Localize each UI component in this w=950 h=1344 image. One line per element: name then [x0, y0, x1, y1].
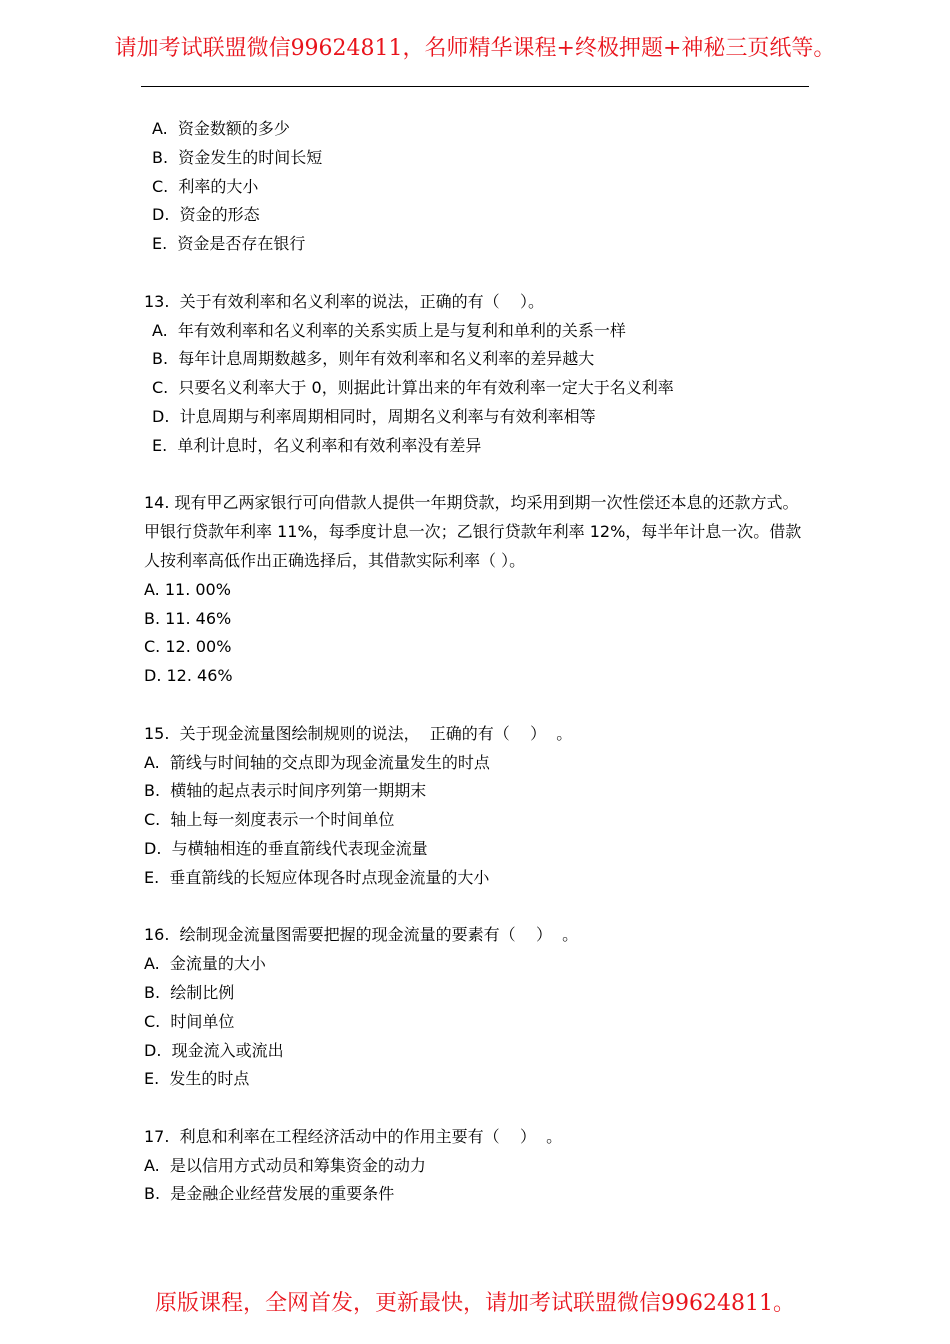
- question-17: [144, 1123, 812, 1209]
- option-d: D. 计息周期与利率周期相同时，周期名义利率与有效利率相等: [152, 406, 596, 426]
- question-stem: 16. 绘制现金流量图需要把握的现金流量的要素有（ ） 。: [144, 925, 579, 945]
- option-b: B. 绘制比例: [144, 982, 235, 1002]
- option-c: C. 时间单位: [144, 1011, 235, 1031]
- footer-promo-banner: 原版课程，全网首发，更新最快，请加考试联盟微信99624811。: [155, 1291, 795, 1316]
- option-b: B. 每年计息周期数越多，则年有效利率和名义利率的差异越大: [152, 349, 595, 369]
- option-e: E. 发生的时点: [144, 1069, 250, 1089]
- option-b: B. 横轴的起点表示时间序列第一期期末: [144, 781, 427, 801]
- option-d: D. 12. 46%: [144, 666, 233, 686]
- option-b: B. 资金发生的时间长短: [152, 147, 323, 167]
- option-c: C. 只要名义利率大于 0，则据此计算出来的年有效利率一定大于名义利率: [152, 378, 674, 398]
- question-13: [144, 288, 812, 461]
- exam-page-body: [144, 115, 812, 1209]
- question-stem: 15. 关于现金流量图绘制规则的说法， 正确的有（ ） 。: [144, 723, 573, 743]
- option-a: A. 箭线与时间轴的交点即为现金流量发生的时点: [144, 752, 490, 772]
- question-15: [144, 720, 812, 893]
- option-c: C. 利率的大小: [152, 176, 259, 196]
- option-d: D. 现金流入或流出: [144, 1040, 284, 1060]
- option-a: A. 资金数额的多少: [152, 119, 290, 138]
- header-divider: [141, 86, 809, 87]
- question-stem: 14. 现有甲乙两家银行可向借款人提供一年期贷款，均采用到期一次性偿还本息的还款方式。甲银行贷款年利率 11%，每季度计息一次；乙银行贷款年利率 12%，每半年计息一次。借款人按利率高低作出正确选择后，其借款实际利率（ ）。: [144, 493, 802, 570]
- question-stem: 13. 关于有效利率和名义利率的说法，正确的有（ ）。: [144, 291, 544, 311]
- option-a: A. 是以信用方式动员和筹集资金的动力: [144, 1155, 426, 1175]
- header-promo-banner: 请加考试联盟微信99624811，名师精华课程+终极押题+神秘三页纸等。: [114, 36, 836, 61]
- option-a: A. 11. 00%: [144, 579, 231, 599]
- option-c: C. 12. 00%: [144, 637, 232, 657]
- option-b: B. 是金融企业经营发展的重要条件: [144, 1184, 395, 1204]
- option-e: E. 资金是否存在银行: [152, 234, 306, 254]
- option-e: E. 垂直箭线的长短应体现各时点现金流量的大小: [144, 867, 490, 887]
- option-d: D. 与横轴相连的垂直箭线代表现金流量: [144, 838, 428, 858]
- option-e: E. 单利计息时，名义利率和有效利率没有差异: [152, 435, 482, 455]
- option-a: A. 年有效利率和名义利率的关系实质上是与复利和单利的关系一样: [152, 320, 626, 340]
- prev-question-options: [144, 115, 812, 259]
- option-a: A. 金流量的大小: [144, 954, 266, 974]
- question-16: [144, 921, 812, 1094]
- option-b: B. 11. 46%: [144, 608, 232, 628]
- question-stem: 17. 利息和利率在工程经济活动中的作用主要有（ ） 。: [144, 1126, 563, 1146]
- option-c: C. 轴上每一刻度表示一个时间单位: [144, 810, 395, 830]
- question-14: [144, 489, 812, 691]
- option-d: D. 资金的形态: [152, 205, 260, 225]
